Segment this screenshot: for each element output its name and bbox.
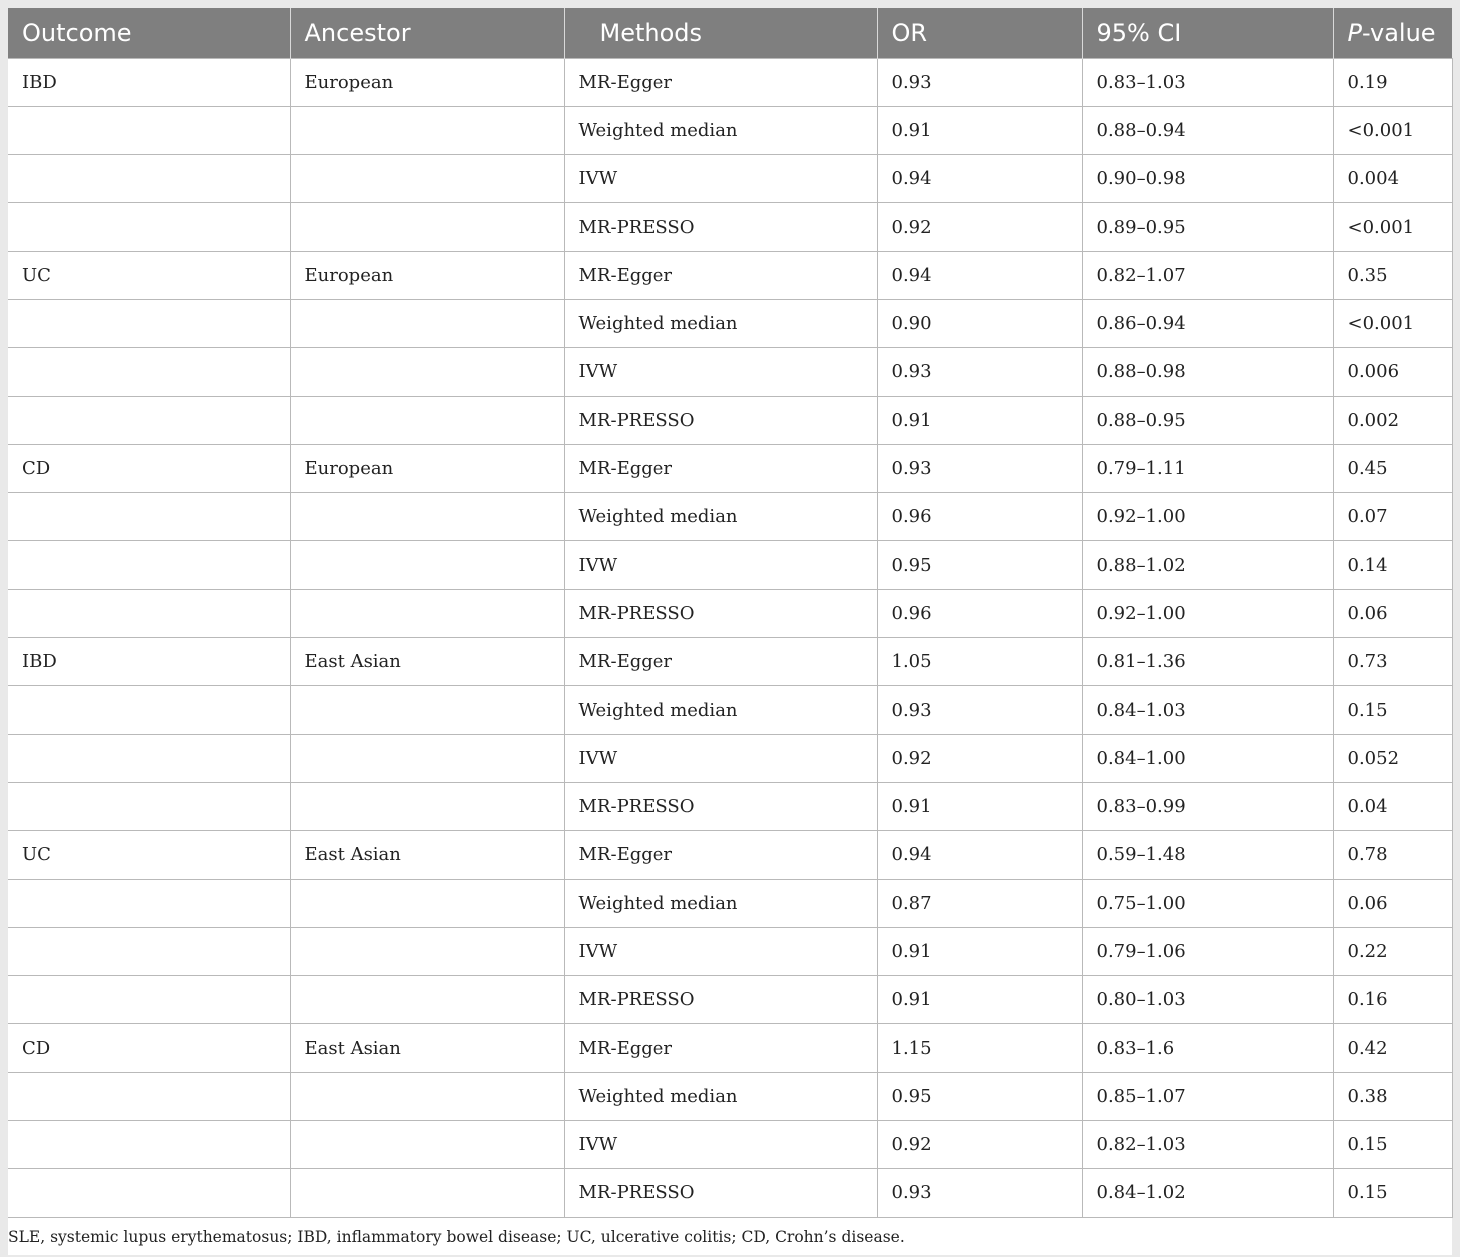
cell-odds-ratio: 0.94 xyxy=(877,831,1082,879)
table-row xyxy=(8,396,1452,444)
cell-odds-ratio: 0.92 xyxy=(877,1121,1082,1169)
cell-outcome xyxy=(8,686,290,734)
cell-p-value: 0.16 xyxy=(1333,976,1452,1024)
cell-odds-ratio: 0.95 xyxy=(877,541,1082,589)
table-row xyxy=(8,831,1452,879)
cell-p-value: 0.45 xyxy=(1333,444,1452,492)
cell-odds-ratio: 0.91 xyxy=(877,396,1082,444)
cell-p-value: 0.04 xyxy=(1333,782,1452,830)
cell-confidence-interval: 0.90–0.98 xyxy=(1082,155,1333,203)
cell-outcome xyxy=(8,879,290,927)
cell-odds-ratio: 0.95 xyxy=(877,1072,1082,1120)
cell-odds-ratio: 0.91 xyxy=(877,106,1082,154)
cell-outcome xyxy=(8,782,290,830)
table-row xyxy=(8,58,1452,106)
cell-p-value: <0.001 xyxy=(1333,203,1452,251)
cell-outcome xyxy=(8,348,290,396)
cell-confidence-interval: 0.79–1.06 xyxy=(1082,927,1333,975)
cell-p-value: 0.006 xyxy=(1333,348,1452,396)
table-row xyxy=(8,686,1452,734)
table-row xyxy=(8,976,1452,1024)
table-row xyxy=(8,155,1452,203)
cell-ancestor xyxy=(290,493,564,541)
cell-outcome: CD xyxy=(8,444,290,492)
cell-method: MR-PRESSO xyxy=(564,1169,877,1217)
cell-ancestor xyxy=(290,782,564,830)
header-ancestor: Ancestor xyxy=(290,8,564,58)
cell-confidence-interval: 0.80–1.03 xyxy=(1082,976,1333,1024)
cell-outcome xyxy=(8,1121,290,1169)
cell-p-value: 0.73 xyxy=(1333,638,1452,686)
cell-confidence-interval: 0.83–1.6 xyxy=(1082,1024,1333,1072)
cell-odds-ratio: 0.93 xyxy=(877,1169,1082,1217)
table-row xyxy=(8,348,1452,396)
results-table xyxy=(8,8,1453,1218)
table-row xyxy=(8,1121,1452,1169)
table-footnote: SLE, systemic lupus erythematosus; IBD, inflammatory bowel disease; UC, ulcerative colitis; CD, Crohn’s disease. xyxy=(8,1227,905,1246)
table-row xyxy=(8,782,1452,830)
cell-p-value: 0.06 xyxy=(1333,589,1452,637)
cell-method: IVW xyxy=(564,348,877,396)
cell-p-value: 0.14 xyxy=(1333,541,1452,589)
cell-method: MR-Egger xyxy=(564,251,877,299)
cell-ancestor xyxy=(290,1072,564,1120)
table-row xyxy=(8,299,1452,347)
cell-odds-ratio: 0.91 xyxy=(877,927,1082,975)
header-ci: 95% CI xyxy=(1082,8,1333,58)
cell-odds-ratio: 1.15 xyxy=(877,1024,1082,1072)
cell-outcome xyxy=(8,493,290,541)
cell-ancestor xyxy=(290,203,564,251)
cell-confidence-interval: 0.75–1.00 xyxy=(1082,879,1333,927)
cell-method: MR-PRESSO xyxy=(564,203,877,251)
cell-ancestor xyxy=(290,299,564,347)
cell-odds-ratio: 0.90 xyxy=(877,299,1082,347)
cell-ancestor xyxy=(290,879,564,927)
cell-method: IVW xyxy=(564,927,877,975)
cell-outcome: UC xyxy=(8,251,290,299)
cell-odds-ratio: 0.92 xyxy=(877,734,1082,782)
cell-confidence-interval: 0.85–1.07 xyxy=(1082,1072,1333,1120)
cell-confidence-interval: 0.92–1.00 xyxy=(1082,493,1333,541)
cell-confidence-interval: 0.82–1.07 xyxy=(1082,251,1333,299)
cell-outcome xyxy=(8,396,290,444)
table-body xyxy=(8,58,1452,1217)
table-row xyxy=(8,734,1452,782)
cell-p-value: 0.15 xyxy=(1333,1169,1452,1217)
cell-p-value: 0.38 xyxy=(1333,1072,1452,1120)
table-row xyxy=(8,444,1452,492)
cell-method: IVW xyxy=(564,541,877,589)
cell-outcome xyxy=(8,203,290,251)
cell-outcome xyxy=(8,299,290,347)
cell-odds-ratio: 1.05 xyxy=(877,638,1082,686)
cell-ancestor: European xyxy=(290,444,564,492)
cell-method: IVW xyxy=(564,155,877,203)
cell-ancestor xyxy=(290,348,564,396)
cell-p-value: 0.004 xyxy=(1333,155,1452,203)
cell-outcome xyxy=(8,155,290,203)
cell-outcome: IBD xyxy=(8,58,290,106)
header-row xyxy=(8,8,1452,58)
cell-ancestor xyxy=(290,541,564,589)
cell-ancestor: East Asian xyxy=(290,1024,564,1072)
table-row xyxy=(8,251,1452,299)
table-row xyxy=(8,589,1452,637)
table-row xyxy=(8,1024,1452,1072)
cell-method: MR-PRESSO xyxy=(564,589,877,637)
cell-ancestor xyxy=(290,396,564,444)
cell-p-value: 0.002 xyxy=(1333,396,1452,444)
cell-p-value: 0.15 xyxy=(1333,1121,1452,1169)
cell-method: IVW xyxy=(564,734,877,782)
cell-confidence-interval: 0.59–1.48 xyxy=(1082,831,1333,879)
cell-method: IVW xyxy=(564,1121,877,1169)
cell-confidence-interval: 0.82–1.03 xyxy=(1082,1121,1333,1169)
cell-outcome: CD xyxy=(8,1024,290,1072)
table-row xyxy=(8,1169,1452,1217)
cell-ancestor xyxy=(290,1121,564,1169)
cell-outcome xyxy=(8,1072,290,1120)
cell-confidence-interval: 0.88–0.94 xyxy=(1082,106,1333,154)
cell-ancestor: European xyxy=(290,251,564,299)
cell-ancestor: East Asian xyxy=(290,638,564,686)
cell-odds-ratio: 0.96 xyxy=(877,589,1082,637)
cell-ancestor: European xyxy=(290,58,564,106)
table-row xyxy=(8,1072,1452,1120)
header-p-suffix: -value xyxy=(1361,18,1436,47)
cell-method: MR-Egger xyxy=(564,831,877,879)
cell-ancestor: East Asian xyxy=(290,831,564,879)
cell-method: Weighted median xyxy=(564,106,877,154)
cell-method: MR-Egger xyxy=(564,444,877,492)
cell-ancestor xyxy=(290,106,564,154)
table-row xyxy=(8,106,1452,154)
cell-method: Weighted median xyxy=(564,1072,877,1120)
cell-odds-ratio: 0.87 xyxy=(877,879,1082,927)
cell-p-value: 0.052 xyxy=(1333,734,1452,782)
cell-confidence-interval: 0.81–1.36 xyxy=(1082,638,1333,686)
cell-odds-ratio: 0.93 xyxy=(877,348,1082,396)
cell-p-value: 0.15 xyxy=(1333,686,1452,734)
cell-outcome: IBD xyxy=(8,638,290,686)
cell-ancestor xyxy=(290,155,564,203)
cell-ancestor xyxy=(290,976,564,1024)
cell-confidence-interval: 0.92–1.00 xyxy=(1082,589,1333,637)
cell-outcome xyxy=(8,1169,290,1217)
cell-odds-ratio: 0.91 xyxy=(877,782,1082,830)
cell-outcome xyxy=(8,734,290,782)
table-row xyxy=(8,927,1452,975)
cell-ancestor xyxy=(290,927,564,975)
cell-odds-ratio: 0.93 xyxy=(877,444,1082,492)
cell-outcome: UC xyxy=(8,831,290,879)
table-row xyxy=(8,541,1452,589)
cell-p-value: 0.19 xyxy=(1333,58,1452,106)
table-row xyxy=(8,638,1452,686)
cell-confidence-interval: 0.84–1.00 xyxy=(1082,734,1333,782)
cell-odds-ratio: 0.94 xyxy=(877,155,1082,203)
cell-method: Weighted median xyxy=(564,686,877,734)
cell-confidence-interval: 0.83–0.99 xyxy=(1082,782,1333,830)
cell-confidence-interval: 0.89–0.95 xyxy=(1082,203,1333,251)
header-p-letter: P xyxy=(1347,18,1362,47)
cell-odds-ratio: 0.91 xyxy=(877,976,1082,1024)
cell-p-value: 0.35 xyxy=(1333,251,1452,299)
cell-odds-ratio: 0.94 xyxy=(877,251,1082,299)
header-methods: Methods xyxy=(564,8,877,58)
cell-method: Weighted median xyxy=(564,299,877,347)
cell-method: MR-Egger xyxy=(564,1024,877,1072)
cell-outcome xyxy=(8,976,290,1024)
cell-confidence-interval: 0.88–0.95 xyxy=(1082,396,1333,444)
cell-odds-ratio: 0.93 xyxy=(877,686,1082,734)
cell-method: MR-Egger xyxy=(564,638,877,686)
cell-method: MR-PRESSO xyxy=(564,782,877,830)
cell-outcome xyxy=(8,589,290,637)
cell-method: MR-PRESSO xyxy=(564,976,877,1024)
cell-p-value: <0.001 xyxy=(1333,299,1452,347)
cell-method: MR-PRESSO xyxy=(564,396,877,444)
table-sheet xyxy=(8,8,1452,1255)
cell-outcome xyxy=(8,106,290,154)
cell-p-value: 0.07 xyxy=(1333,493,1452,541)
cell-outcome xyxy=(8,927,290,975)
cell-confidence-interval: 0.88–1.02 xyxy=(1082,541,1333,589)
cell-confidence-interval: 0.86–0.94 xyxy=(1082,299,1333,347)
cell-confidence-interval: 0.79–1.11 xyxy=(1082,444,1333,492)
cell-confidence-interval: 0.84–1.02 xyxy=(1082,1169,1333,1217)
table-row xyxy=(8,203,1452,251)
cell-p-value: 0.06 xyxy=(1333,879,1452,927)
cell-method: Weighted median xyxy=(564,879,877,927)
cell-method: Weighted median xyxy=(564,493,877,541)
cell-odds-ratio: 0.92 xyxy=(877,203,1082,251)
cell-p-value: 0.22 xyxy=(1333,927,1452,975)
cell-confidence-interval: 0.84–1.03 xyxy=(1082,686,1333,734)
cell-ancestor xyxy=(290,1169,564,1217)
cell-outcome xyxy=(8,541,290,589)
table-row xyxy=(8,879,1452,927)
cell-method: MR-Egger xyxy=(564,58,877,106)
cell-confidence-interval: 0.88–0.98 xyxy=(1082,348,1333,396)
cell-odds-ratio: 0.96 xyxy=(877,493,1082,541)
cell-ancestor xyxy=(290,686,564,734)
cell-odds-ratio: 0.93 xyxy=(877,58,1082,106)
header-p-value xyxy=(1333,8,1452,58)
cell-confidence-interval: 0.83–1.03 xyxy=(1082,58,1333,106)
table-row xyxy=(8,493,1452,541)
header-or: OR xyxy=(877,8,1082,58)
cell-p-value: 0.42 xyxy=(1333,1024,1452,1072)
cell-p-value: 0.78 xyxy=(1333,831,1452,879)
cell-ancestor xyxy=(290,589,564,637)
header-outcome: Outcome xyxy=(8,8,290,58)
cell-ancestor xyxy=(290,734,564,782)
cell-p-value: <0.001 xyxy=(1333,106,1452,154)
